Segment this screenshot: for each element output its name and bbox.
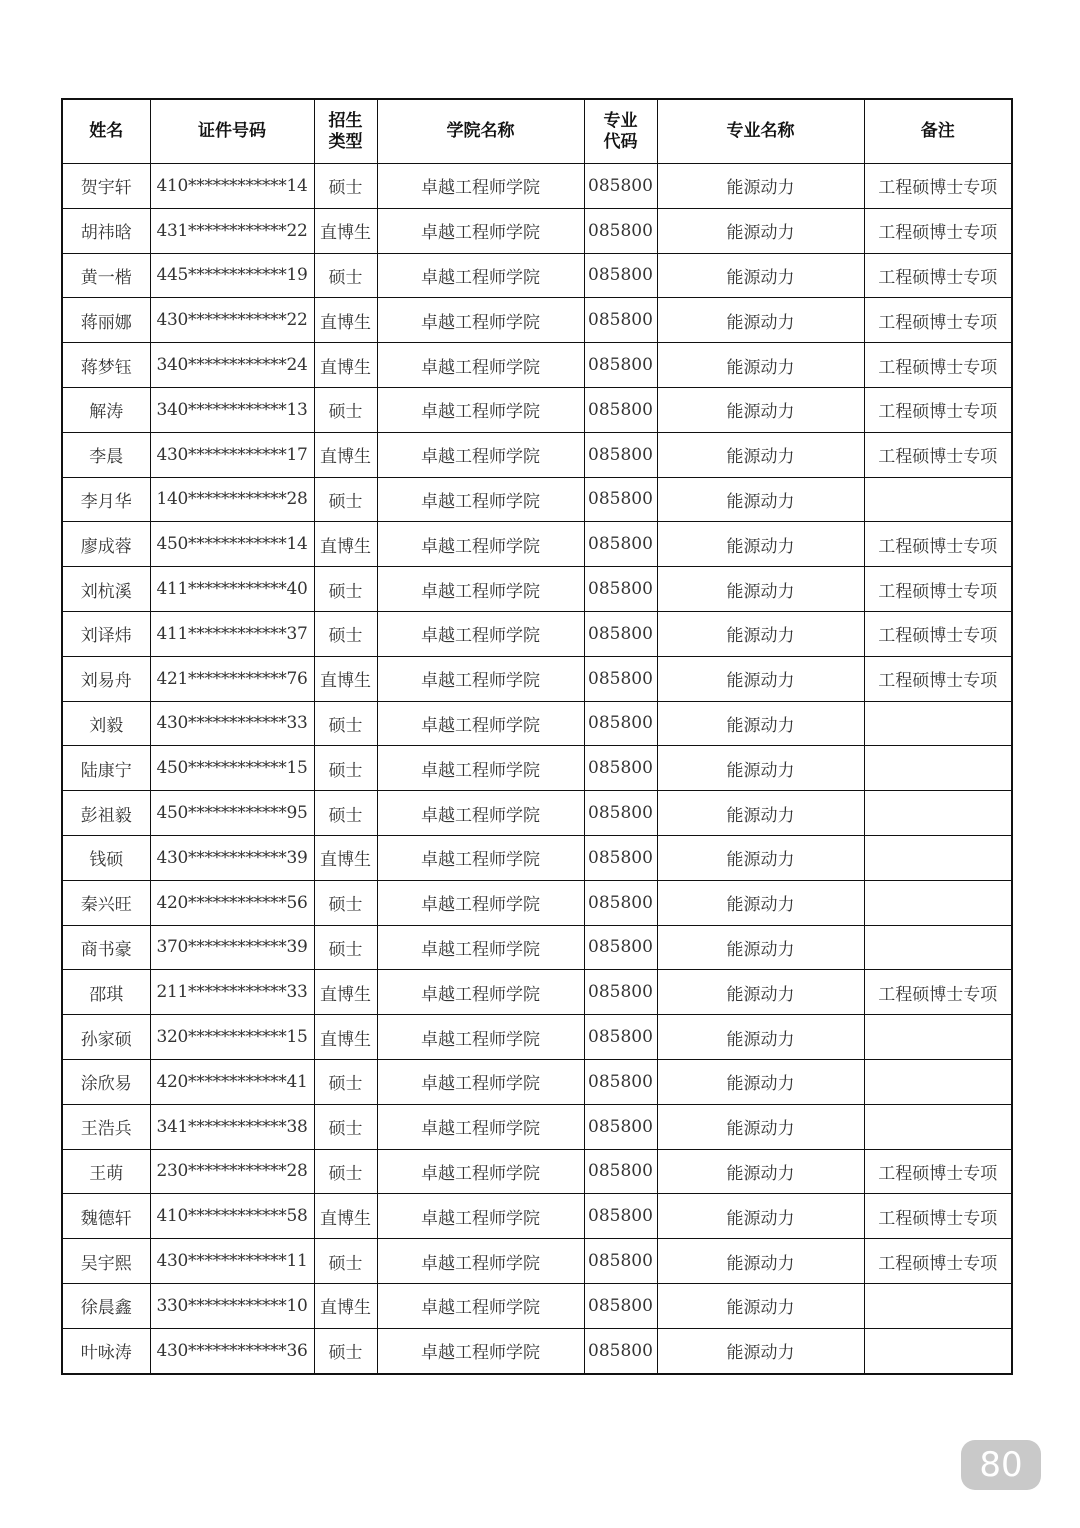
college-cell: 卓越工程师学院 bbox=[377, 522, 584, 567]
id-cell: 211************33 bbox=[150, 970, 314, 1015]
major-code-cell: 085800 bbox=[584, 1283, 657, 1328]
major-code-cell: 085800 bbox=[584, 477, 657, 522]
table-row bbox=[62, 522, 1012, 567]
major-name-cell: 能源动力 bbox=[657, 164, 864, 209]
id-cell: 450************14 bbox=[150, 522, 314, 567]
name-cell: 廖成蓉 bbox=[62, 522, 150, 567]
admission-type-cell: 硕士 bbox=[314, 1328, 377, 1373]
major-code-cell: 085800 bbox=[584, 970, 657, 1015]
name-cell: 秦兴旺 bbox=[62, 880, 150, 925]
name-cell: 李晨 bbox=[62, 432, 150, 477]
name-cell: 吴宇熙 bbox=[62, 1239, 150, 1284]
remarks-cell: 工程硕博士专项 bbox=[864, 522, 1012, 567]
id-cell: 430************39 bbox=[150, 835, 314, 880]
id-cell: 430************36 bbox=[150, 1328, 314, 1373]
table-row bbox=[62, 477, 1012, 522]
id-cell: 410************14 bbox=[150, 164, 314, 209]
admission-type-cell: 硕士 bbox=[314, 611, 377, 656]
name-cell: 陆康宁 bbox=[62, 746, 150, 791]
college-cell: 卓越工程师学院 bbox=[377, 1239, 584, 1284]
table-row bbox=[62, 1015, 1012, 1060]
remarks-cell: 工程硕博士专项 bbox=[864, 387, 1012, 432]
name-cell: 彭祖毅 bbox=[62, 791, 150, 836]
name-cell: 刘毅 bbox=[62, 701, 150, 746]
college-cell: 卓越工程师学院 bbox=[377, 880, 584, 925]
major-name-cell: 能源动力 bbox=[657, 880, 864, 925]
table-row bbox=[62, 1328, 1012, 1373]
table-row bbox=[62, 1104, 1012, 1149]
major-code-cell: 085800 bbox=[584, 611, 657, 656]
major-code-cell: 085800 bbox=[584, 343, 657, 388]
id-cell: 450************15 bbox=[150, 746, 314, 791]
major-code-cell: 085800 bbox=[584, 1059, 657, 1104]
major-code-cell: 085800 bbox=[584, 164, 657, 209]
college-cell: 卓越工程师学院 bbox=[377, 253, 584, 298]
id-cell: 430************11 bbox=[150, 1239, 314, 1284]
page-number-badge: 80 bbox=[961, 1440, 1041, 1490]
name-cell: 孙家硕 bbox=[62, 1015, 150, 1060]
major-name-cell: 能源动力 bbox=[657, 1283, 864, 1328]
college-cell: 卓越工程师学院 bbox=[377, 1149, 584, 1194]
table-row bbox=[62, 880, 1012, 925]
major-name-cell: 能源动力 bbox=[657, 611, 864, 656]
admission-type-cell: 硕士 bbox=[314, 925, 377, 970]
major-name-cell: 能源动力 bbox=[657, 1194, 864, 1239]
major-code-cell: 085800 bbox=[584, 791, 657, 836]
name-cell: 商书豪 bbox=[62, 925, 150, 970]
major-name-cell: 能源动力 bbox=[657, 835, 864, 880]
table-row bbox=[62, 1059, 1012, 1104]
remarks-cell: 工程硕博士专项 bbox=[864, 432, 1012, 477]
major-code-cell: 085800 bbox=[584, 835, 657, 880]
college-cell: 卓越工程师学院 bbox=[377, 1015, 584, 1060]
table-row bbox=[62, 701, 1012, 746]
table-row bbox=[62, 1283, 1012, 1328]
id-cell: 445************19 bbox=[150, 253, 314, 298]
admission-type-cell: 直博生 bbox=[314, 970, 377, 1015]
name-cell: 魏德轩 bbox=[62, 1194, 150, 1239]
table-row bbox=[62, 746, 1012, 791]
id-cell: 140************28 bbox=[150, 477, 314, 522]
name-cell: 蒋丽娜 bbox=[62, 298, 150, 343]
id-cell: 430************33 bbox=[150, 701, 314, 746]
name-cell: 徐晨鑫 bbox=[62, 1283, 150, 1328]
major-name-cell: 能源动力 bbox=[657, 925, 864, 970]
remarks-cell: 工程硕博士专项 bbox=[864, 343, 1012, 388]
major-name-cell: 能源动力 bbox=[657, 1015, 864, 1060]
admission-type-cell: 硕士 bbox=[314, 1104, 377, 1149]
admission-type-cell: 直博生 bbox=[314, 432, 377, 477]
remarks-cell bbox=[864, 1104, 1012, 1149]
table-row bbox=[62, 164, 1012, 209]
major-name-cell: 能源动力 bbox=[657, 1104, 864, 1149]
id-cell: 330************10 bbox=[150, 1283, 314, 1328]
id-cell: 320************15 bbox=[150, 1015, 314, 1060]
major-code-cell: 085800 bbox=[584, 298, 657, 343]
table-row bbox=[62, 835, 1012, 880]
name-cell: 叶咏涛 bbox=[62, 1328, 150, 1373]
id-cell: 430************22 bbox=[150, 298, 314, 343]
major-name-cell: 能源动力 bbox=[657, 1239, 864, 1284]
admission-type-cell: 硕士 bbox=[314, 1059, 377, 1104]
remarks-cell bbox=[864, 1328, 1012, 1373]
table-row bbox=[62, 343, 1012, 388]
major-name-cell: 能源动力 bbox=[657, 387, 864, 432]
major-code-cell: 085800 bbox=[584, 253, 657, 298]
college-cell: 卓越工程师学院 bbox=[377, 567, 584, 612]
remarks-cell: 工程硕博士专项 bbox=[864, 611, 1012, 656]
id-cell: 341************38 bbox=[150, 1104, 314, 1149]
major-code-cell: 085800 bbox=[584, 1194, 657, 1239]
major-name-cell: 能源动力 bbox=[657, 208, 864, 253]
major-name-cell: 能源动力 bbox=[657, 791, 864, 836]
header-major-name: 专业名称 bbox=[657, 99, 864, 164]
remarks-cell: 工程硕博士专项 bbox=[864, 253, 1012, 298]
major-name-cell: 能源动力 bbox=[657, 1059, 864, 1104]
name-cell: 刘易舟 bbox=[62, 656, 150, 701]
table-row bbox=[62, 253, 1012, 298]
id-cell: 420************41 bbox=[150, 1059, 314, 1104]
remarks-cell bbox=[864, 880, 1012, 925]
admission-type-cell: 直博生 bbox=[314, 343, 377, 388]
admission-type-cell: 直博生 bbox=[314, 522, 377, 567]
major-code-cell: 085800 bbox=[584, 701, 657, 746]
major-name-cell: 能源动力 bbox=[657, 970, 864, 1015]
admission-type-cell: 硕士 bbox=[314, 164, 377, 209]
college-cell: 卓越工程师学院 bbox=[377, 746, 584, 791]
college-cell: 卓越工程师学院 bbox=[377, 701, 584, 746]
id-cell: 420************56 bbox=[150, 880, 314, 925]
college-cell: 卓越工程师学院 bbox=[377, 1104, 584, 1149]
major-code-cell: 085800 bbox=[584, 1015, 657, 1060]
remarks-cell bbox=[864, 477, 1012, 522]
remarks-cell bbox=[864, 835, 1012, 880]
id-cell: 230************28 bbox=[150, 1149, 314, 1194]
admission-type-cell: 硕士 bbox=[314, 791, 377, 836]
remarks-cell: 工程硕博士专项 bbox=[864, 1194, 1012, 1239]
table-row bbox=[62, 567, 1012, 612]
table-header-row bbox=[62, 99, 1012, 164]
remarks-cell: 工程硕博士专项 bbox=[864, 1149, 1012, 1194]
major-name-cell: 能源动力 bbox=[657, 343, 864, 388]
table-row bbox=[62, 791, 1012, 836]
id-cell: 411************37 bbox=[150, 611, 314, 656]
major-code-cell: 085800 bbox=[584, 208, 657, 253]
admission-type-cell: 硕士 bbox=[314, 701, 377, 746]
college-cell: 卓越工程师学院 bbox=[377, 791, 584, 836]
remarks-cell: 工程硕博士专项 bbox=[864, 970, 1012, 1015]
college-cell: 卓越工程师学院 bbox=[377, 1283, 584, 1328]
name-cell: 邵琪 bbox=[62, 970, 150, 1015]
remarks-cell bbox=[864, 1015, 1012, 1060]
major-code-cell: 085800 bbox=[584, 432, 657, 477]
name-cell: 贺宇轩 bbox=[62, 164, 150, 209]
major-name-cell: 能源动力 bbox=[657, 1149, 864, 1194]
id-cell: 370************39 bbox=[150, 925, 314, 970]
remarks-cell bbox=[864, 925, 1012, 970]
college-cell: 卓越工程师学院 bbox=[377, 1194, 584, 1239]
name-cell: 解涛 bbox=[62, 387, 150, 432]
college-cell: 卓越工程师学院 bbox=[377, 1059, 584, 1104]
admission-type-cell: 直博生 bbox=[314, 208, 377, 253]
admission-type-cell: 硕士 bbox=[314, 746, 377, 791]
college-cell: 卓越工程师学院 bbox=[377, 208, 584, 253]
id-cell: 410************58 bbox=[150, 1194, 314, 1239]
header-admission-type: 招生 类型 bbox=[314, 99, 377, 164]
header-id-number: 证件号码 bbox=[150, 99, 314, 164]
remarks-cell bbox=[864, 1059, 1012, 1104]
major-name-cell: 能源动力 bbox=[657, 701, 864, 746]
table-row bbox=[62, 611, 1012, 656]
header-remarks: 备注 bbox=[864, 99, 1012, 164]
remarks-cell: 工程硕博士专项 bbox=[864, 164, 1012, 209]
name-cell: 黄一楷 bbox=[62, 253, 150, 298]
major-code-cell: 085800 bbox=[584, 1239, 657, 1284]
admission-type-cell: 直博生 bbox=[314, 656, 377, 701]
admission-list-table bbox=[61, 98, 1013, 1375]
remarks-cell: 工程硕博士专项 bbox=[864, 208, 1012, 253]
remarks-cell: 工程硕博士专项 bbox=[864, 656, 1012, 701]
name-cell: 王萌 bbox=[62, 1149, 150, 1194]
major-name-cell: 能源动力 bbox=[657, 746, 864, 791]
header-major-code: 专业 代码 bbox=[584, 99, 657, 164]
table-row bbox=[62, 387, 1012, 432]
table-row bbox=[62, 1239, 1012, 1284]
id-cell: 411************40 bbox=[150, 567, 314, 612]
name-cell: 蒋梦钰 bbox=[62, 343, 150, 388]
college-cell: 卓越工程师学院 bbox=[377, 611, 584, 656]
name-cell: 王浩兵 bbox=[62, 1104, 150, 1149]
major-name-cell: 能源动力 bbox=[657, 1328, 864, 1373]
name-cell: 李月华 bbox=[62, 477, 150, 522]
college-cell: 卓越工程师学院 bbox=[377, 298, 584, 343]
college-cell: 卓越工程师学院 bbox=[377, 656, 584, 701]
admission-type-cell: 硕士 bbox=[314, 1239, 377, 1284]
admission-type-cell: 直博生 bbox=[314, 1015, 377, 1060]
major-code-cell: 085800 bbox=[584, 387, 657, 432]
remarks-cell bbox=[864, 1283, 1012, 1328]
admission-type-cell: 硕士 bbox=[314, 567, 377, 612]
major-name-cell: 能源动力 bbox=[657, 567, 864, 612]
major-name-cell: 能源动力 bbox=[657, 656, 864, 701]
table-row bbox=[62, 970, 1012, 1015]
college-cell: 卓越工程师学院 bbox=[377, 1328, 584, 1373]
major-code-cell: 085800 bbox=[584, 567, 657, 612]
table-row bbox=[62, 925, 1012, 970]
name-cell: 钱硕 bbox=[62, 835, 150, 880]
major-code-cell: 085800 bbox=[584, 656, 657, 701]
major-code-cell: 085800 bbox=[584, 746, 657, 791]
id-cell: 421************76 bbox=[150, 656, 314, 701]
major-name-cell: 能源动力 bbox=[657, 477, 864, 522]
id-cell: 450************95 bbox=[150, 791, 314, 836]
remarks-cell: 工程硕博士专项 bbox=[864, 1239, 1012, 1284]
college-cell: 卓越工程师学院 bbox=[377, 343, 584, 388]
table-row bbox=[62, 208, 1012, 253]
id-cell: 431************22 bbox=[150, 208, 314, 253]
college-cell: 卓越工程师学院 bbox=[377, 387, 584, 432]
admission-type-cell: 硕士 bbox=[314, 477, 377, 522]
name-cell: 刘杭溪 bbox=[62, 567, 150, 612]
remarks-cell bbox=[864, 746, 1012, 791]
admission-type-cell: 硕士 bbox=[314, 880, 377, 925]
table-row bbox=[62, 656, 1012, 701]
remarks-cell bbox=[864, 701, 1012, 746]
header-name: 姓名 bbox=[62, 99, 150, 164]
major-code-cell: 085800 bbox=[584, 925, 657, 970]
admission-type-cell: 硕士 bbox=[314, 387, 377, 432]
major-name-cell: 能源动力 bbox=[657, 522, 864, 567]
id-cell: 340************24 bbox=[150, 343, 314, 388]
remarks-cell bbox=[864, 791, 1012, 836]
major-code-cell: 085800 bbox=[584, 522, 657, 567]
table-row bbox=[62, 1149, 1012, 1194]
name-cell: 刘译炜 bbox=[62, 611, 150, 656]
college-cell: 卓越工程师学院 bbox=[377, 432, 584, 477]
name-cell: 涂欣易 bbox=[62, 1059, 150, 1104]
table-body bbox=[62, 164, 1012, 1374]
college-cell: 卓越工程师学院 bbox=[377, 164, 584, 209]
id-cell: 430************17 bbox=[150, 432, 314, 477]
header-college-name: 学院名称 bbox=[377, 99, 584, 164]
admission-type-cell: 硕士 bbox=[314, 253, 377, 298]
admission-type-cell: 硕士 bbox=[314, 1149, 377, 1194]
admission-type-cell: 直博生 bbox=[314, 1283, 377, 1328]
college-cell: 卓越工程师学院 bbox=[377, 835, 584, 880]
college-cell: 卓越工程师学院 bbox=[377, 970, 584, 1015]
admission-type-cell: 直博生 bbox=[314, 1194, 377, 1239]
id-cell: 340************13 bbox=[150, 387, 314, 432]
remarks-cell: 工程硕博士专项 bbox=[864, 298, 1012, 343]
name-cell: 胡祎晗 bbox=[62, 208, 150, 253]
remarks-cell: 工程硕博士专项 bbox=[864, 567, 1012, 612]
admission-type-cell: 直博生 bbox=[314, 298, 377, 343]
major-name-cell: 能源动力 bbox=[657, 432, 864, 477]
major-code-cell: 085800 bbox=[584, 1149, 657, 1194]
table-row bbox=[62, 1194, 1012, 1239]
admission-type-cell: 直博生 bbox=[314, 835, 377, 880]
table-row bbox=[62, 298, 1012, 343]
college-cell: 卓越工程师学院 bbox=[377, 925, 584, 970]
college-cell: 卓越工程师学院 bbox=[377, 477, 584, 522]
major-name-cell: 能源动力 bbox=[657, 253, 864, 298]
major-code-cell: 085800 bbox=[584, 1328, 657, 1373]
major-code-cell: 085800 bbox=[584, 1104, 657, 1149]
major-code-cell: 085800 bbox=[584, 880, 657, 925]
table-row bbox=[62, 432, 1012, 477]
major-name-cell: 能源动力 bbox=[657, 298, 864, 343]
